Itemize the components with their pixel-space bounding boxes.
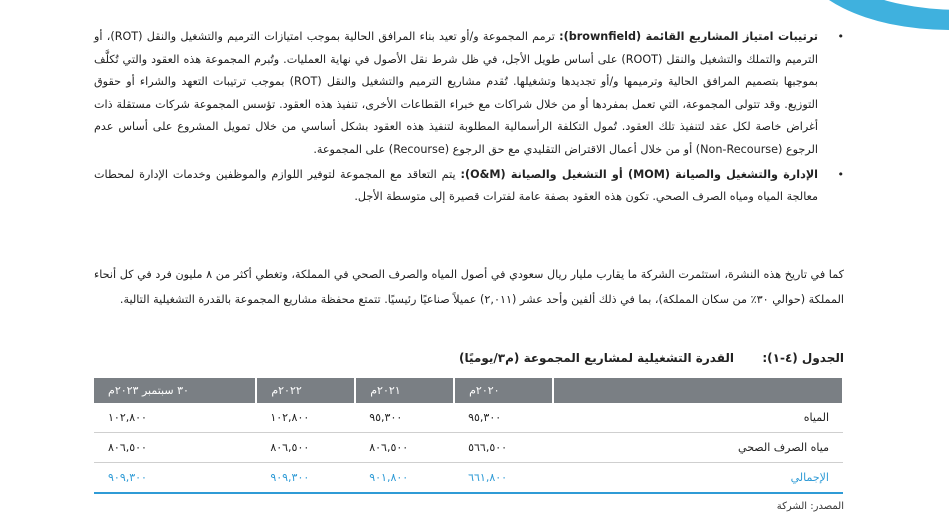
table-cell: ١٠٢,٨٠٠ (94, 403, 256, 433)
table-row (94, 433, 843, 463)
table-cell: ٨٠٦,٥٠٠ (94, 433, 256, 463)
header-cell: ٣٠ سبتمبر ٢٠٢٣م (94, 378, 256, 403)
source-note: المصدر: الشركة (776, 501, 844, 512)
table-row (94, 403, 843, 433)
row-label: مياه الصرف الصحي (553, 433, 843, 463)
table-cell: ٩٥,٣٠٠ (454, 403, 553, 433)
total-cell: ٩٠٩,٣٠٠ (256, 463, 355, 494)
bullet-section (94, 26, 844, 209)
capacity-paragraph: كما في تاريخ هذه النشرة، استثمرت الشركة ما يقارب مليار ريال سعودي في أصول المياه والصرف الصحي في المملكة، وتغطي أكثر من ٨ مليون فرد في كل أنحاء المملكة (حوالي ٣٠٪ من سكان المملكة)، بما في ذلك ألفين وأحد عشر (٢,٠١١) عميلاً صناعيًا رئيسيًا. تتمتع محفظة مشاريع المجموعة بالقدرة التشغيلية التالية. (94, 268, 845, 306)
total-cell: ٦٦١,٨٠٠ (454, 463, 553, 494)
table-caption (94, 351, 844, 365)
bullet-brownfield (94, 26, 818, 162)
bullet-lead: ترتيبات امتياز المشاريع القائمة (brownfield): (559, 30, 818, 43)
total-cell: ٩٠٩,٣٠٠ (94, 463, 256, 494)
table-cell: ٨٠٦,٥٠٠ (355, 433, 454, 463)
header-cell: ٢٠٢٢م (256, 378, 355, 403)
total-label: الإجمالي (553, 463, 843, 494)
table-header-row (94, 378, 843, 403)
bullet-text: يتم التعاقد مع المجموعة لتوفير اللوازم والموظفين وخدمات الإدارة لمحطات معالجة المياه ومياه الصرف الصحي. تكون هذه العقود بصفة عامة لفترات قصيرة إلى متوسطة الأجل. (94, 167, 818, 204)
row-label: المياه (553, 403, 843, 433)
bullet-list (94, 26, 844, 209)
bullet-text: ترمم المجموعة و/أو تعيد بناء المرافق الحالية بموجب امتيازات الترميم والتشغيل والنقل (ROT)، أو الترميم والتملك والتشغيل والنقل (ROOT) على أساس طويل الأجل، في ظل شرط نقل الأصول في نهاية العمليات. وتُبرم المجموعة هذه العقود والتي تُكلَّف بموجبها بتصميم المرافق الحالية وترميمها و/أو تجديدها وتشغيلها. تُقدم مشاريع الترميم والتشغيل والنقل (ROT) بموجب ترتيبات التعهد والشراء أو حقوق التوزيع. وقد تتولى المجموعة، التي تعمل بمفردها أو من خلال شراكات مع خبراء القطاعات الأخرى، تنفيذ هذه العقود. تؤسس المجموعة شركات مستقلة ذات أغراض خاصة لكل عقد لتنفيذ تلك العقود. تُمول التكلفة الرأسمالية المطلوبة لتنفيذ هذه العقود بشكل أساسي من خلال تمويل المشروع على أساس عدم الرجوع (Non-Recourse) أو من خلال أعمال الاقتراض التقليدي مع حق الرجوع (Recourse) على المجموعة. (94, 30, 818, 156)
table-total-row (94, 463, 843, 494)
decorative-corner-mask (809, 0, 949, 10)
total-cell: ٩٠١,٨٠٠ (355, 463, 454, 494)
header-cell (553, 378, 843, 403)
capacity-table (94, 378, 844, 494)
table-cell: ٥٦٦,٥٠٠ (454, 433, 553, 463)
header-cell: ٢٠٢١م (355, 378, 454, 403)
table-title: القدرة التشغيلية لمشاريع المجموعة (م٣/يوميًا) (459, 351, 734, 365)
table-cell: ١٠٢,٨٠٠ (256, 403, 355, 433)
table-number: الجدول (٤-١): (762, 351, 844, 365)
table-cell: ٨٠٦,٥٠٠ (256, 433, 355, 463)
bullet-lead: الإدارة والتشغيل والصيانة (MOM) أو التشغيل والصيانة (O&M): (460, 167, 818, 181)
header-cell: ٢٠٢٠م (454, 378, 553, 403)
table-cell: ٩٥,٣٠٠ (355, 403, 454, 433)
bullet-mom (94, 164, 818, 209)
